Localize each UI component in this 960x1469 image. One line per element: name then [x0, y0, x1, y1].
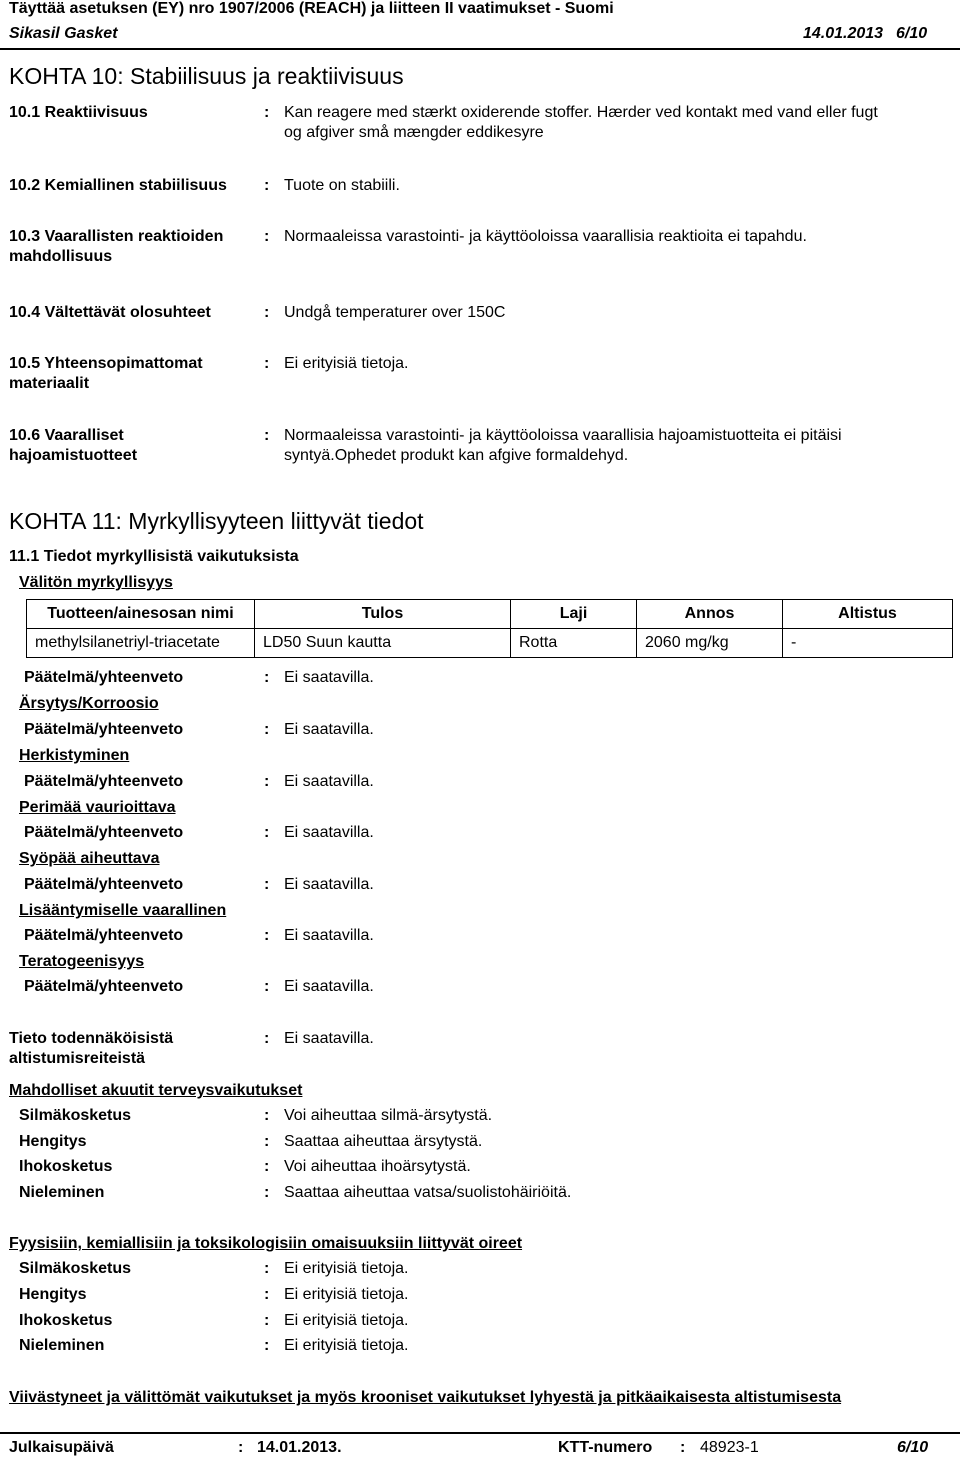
colon: : [264, 927, 270, 944]
table-header-row [27, 600, 953, 629]
footer-ktt-label: KTT-numero [558, 1439, 653, 1456]
symptom-value: Ei erityisiä tietoja. [284, 1260, 409, 1277]
colon: : [264, 104, 270, 121]
item-10-1-value-line1: Kan reagere med stærkt oxiderende stoffer. Hærder ved kontakt med vand eller fugt [284, 104, 878, 121]
colon: : [264, 669, 270, 686]
table-header-cell: Tuotteen/ainesosan nimi [27, 600, 255, 629]
item-10-3-value: Normaaleissa varastointi- ja käyttöoloissa vaarallisia reaktioita ei tapahdu. [284, 228, 807, 245]
footer-date-label: Julkaisupäivä [9, 1439, 114, 1456]
colon: : [264, 876, 270, 893]
conclusion-label: Päätelmä/yhteenveto [24, 773, 184, 790]
category-reproductive-toxicity: Lisääntymiselle vaarallinen [19, 902, 227, 919]
symptom-value: Ei erityisiä tietoja. [284, 1286, 409, 1303]
header-date: 14.01.2013 [803, 25, 884, 42]
colon: : [264, 355, 270, 372]
acute-effects-heading: Mahdolliset akuutit terveysvaikutukset [9, 1082, 303, 1099]
acute-effect-label: Hengitys [19, 1133, 87, 1150]
category-teratogenicity: Teratogeenisyys [19, 953, 145, 970]
table-header-cell: Laji [511, 600, 637, 629]
document-header-title: Täyttää asetuksen (EY) nro 1907/2006 (REACH) ja liitteen II vaatimukset - Suomi [9, 0, 614, 17]
table-cell: 2060 mg/kg [637, 629, 783, 658]
conclusion-label: Päätelmä/yhteenveto [24, 978, 184, 995]
item-10-3-label-line1: 10.3 Vaarallisten reaktioiden [9, 228, 224, 245]
item-10-4-value: Undgå temperaturer over 150C [284, 304, 506, 321]
symptom-label: Silmäkosketus [19, 1260, 132, 1277]
table-header-cell: Annos [637, 600, 783, 629]
acute-effect-value: Voi aiheuttaa silmä-ärsytystä. [284, 1107, 493, 1124]
footer-divider [0, 1432, 960, 1434]
colon: : [264, 304, 270, 321]
exposure-routes-label-line1: Tieto todennäköisistä [9, 1030, 174, 1047]
conclusion-label: Päätelmä/yhteenveto [24, 876, 184, 893]
colon: : [264, 427, 270, 444]
category-carcinogenicity: Syöpää aiheuttava [19, 850, 160, 867]
table-cell: Rotta [511, 629, 637, 658]
conclusion-value: Ei saatavilla. [284, 876, 374, 893]
conclusion-label: Päätelmä/yhteenveto [24, 669, 184, 686]
item-10-5-label-line1: 10.5 Yhteensopimattomat [9, 355, 203, 372]
colon: : [264, 773, 270, 790]
colon: : [264, 1184, 270, 1201]
colon: : [264, 1158, 270, 1175]
acute-toxicity-table [26, 599, 953, 658]
colon: : [264, 1030, 270, 1047]
item-10-6-label-line1: 10.6 Vaaralliset [9, 427, 124, 444]
colon: : [264, 1133, 270, 1150]
header-divider [0, 48, 960, 50]
conclusion-value: Ei saatavilla. [284, 978, 374, 995]
section-11-title: KOHTA 11: Myrkyllisyyteen liittyvät tiedot [9, 508, 424, 534]
item-10-2-value: Tuote on stabiili. [284, 177, 400, 194]
colon: : [680, 1439, 686, 1456]
colon: : [264, 1337, 270, 1354]
section-11-1-subtitle: 11.1 Tiedot myrkyllisistä vaikutuksista [9, 548, 299, 565]
conclusion-value: Ei saatavilla. [284, 927, 374, 944]
acute-effect-value: Voi aiheuttaa ihoärsytystä. [284, 1158, 471, 1175]
delayed-effects-heading: Viivästyneet ja välittömät vaikutukset ja myös krooniset vaikutukset lyhyestä ja pitkäaikaisesta altistumisesta [9, 1389, 842, 1406]
symptom-value: Ei erityisiä tietoja. [284, 1312, 409, 1329]
colon: : [264, 721, 270, 738]
item-10-5-value: Ei erityisiä tietoja. [284, 355, 409, 372]
item-10-6-label-line2: hajoamistuotteet [9, 447, 138, 464]
product-name: Sikasil Gasket [9, 25, 118, 42]
table-header-cell: Tulos [255, 600, 511, 629]
table-row [27, 629, 953, 658]
symptoms-heading: Fyysisiin, kemiallisiin ja toksikologisiin omaisuuksiin liittyvät oireet [9, 1235, 523, 1252]
exposure-routes-label-line2: altistumisreiteistä [9, 1050, 146, 1067]
symptom-label: Hengitys [19, 1286, 87, 1303]
colon: : [264, 1286, 270, 1303]
exposure-routes-value: Ei saatavilla. [284, 1030, 374, 1047]
category-irritation-corrosion: Ärsytys/Korroosio [19, 695, 159, 712]
item-10-5-label-line2: materiaalit [9, 375, 90, 392]
colon: : [264, 177, 270, 194]
symptom-value: Ei erityisiä tietoja. [284, 1337, 409, 1354]
symptom-label: Nieleminen [19, 1337, 105, 1354]
colon: : [264, 1107, 270, 1124]
conclusion-value: Ei saatavilla. [284, 721, 374, 738]
item-10-4-label: 10.4 Vältettävät olosuhteet [9, 304, 211, 321]
table-header-cell: Altistus [783, 600, 953, 629]
category-mutagenicity: Perimää vaurioittava [19, 799, 176, 816]
item-10-3-label-line2: mahdollisuus [9, 248, 113, 265]
colon: : [264, 1312, 270, 1329]
footer-page-number: 6/10 [897, 1439, 929, 1456]
acute-toxicity-heading: Välitön myrkyllisyys [19, 574, 173, 591]
item-10-6-value-line2: syntyä.Ophedet produkt kan afgive formaldehyd. [284, 447, 629, 464]
acute-effect-label: Silmäkosketus [19, 1107, 132, 1124]
item-10-2-label: 10.2 Kemiallinen stabiilisuus [9, 177, 227, 194]
symptom-label: Ihokosketus [19, 1312, 113, 1329]
colon: : [264, 824, 270, 841]
footer-date-value: 14.01.2013. [257, 1439, 342, 1456]
section-10-title: KOHTA 10: Stabiilisuus ja reaktiivisuus [9, 63, 404, 89]
category-sensitisation: Herkistyminen [19, 747, 130, 764]
acute-effect-label: Ihokosketus [19, 1158, 113, 1175]
conclusion-label: Päätelmä/yhteenveto [24, 721, 184, 738]
item-10-1-value-line2: og afgiver små mængder eddikesyre [284, 124, 544, 141]
acute-effect-value: Saattaa aiheuttaa ärsytystä. [284, 1133, 483, 1150]
item-10-6-value-line1: Normaaleissa varastointi- ja käyttöoloissa vaarallisia hajoamistuotteita ei pitäisi [284, 427, 842, 444]
conclusion-value: Ei saatavilla. [284, 669, 374, 686]
table-cell: - [783, 629, 953, 658]
acute-effect-label: Nieleminen [19, 1184, 105, 1201]
table-cell: LD50 Suun kautta [255, 629, 511, 658]
conclusion-label: Päätelmä/yhteenveto [24, 927, 184, 944]
colon: : [238, 1439, 244, 1456]
footer-ktt-value: 48923-1 [700, 1439, 759, 1456]
header-page-number: 6/10 [896, 25, 928, 42]
conclusion-value: Ei saatavilla. [284, 824, 374, 841]
item-10-1-label: 10.1 Reaktiivisuus [9, 104, 148, 121]
colon: : [264, 228, 270, 245]
table-cell: methylsilanetriyl-triacetate [27, 629, 255, 658]
colon: : [264, 978, 270, 995]
acute-effect-value: Saattaa aiheuttaa vatsa/suolistohäiriöitä. [284, 1184, 572, 1201]
conclusion-value: Ei saatavilla. [284, 773, 374, 790]
conclusion-label: Päätelmä/yhteenveto [24, 824, 184, 841]
colon: : [264, 1260, 270, 1277]
